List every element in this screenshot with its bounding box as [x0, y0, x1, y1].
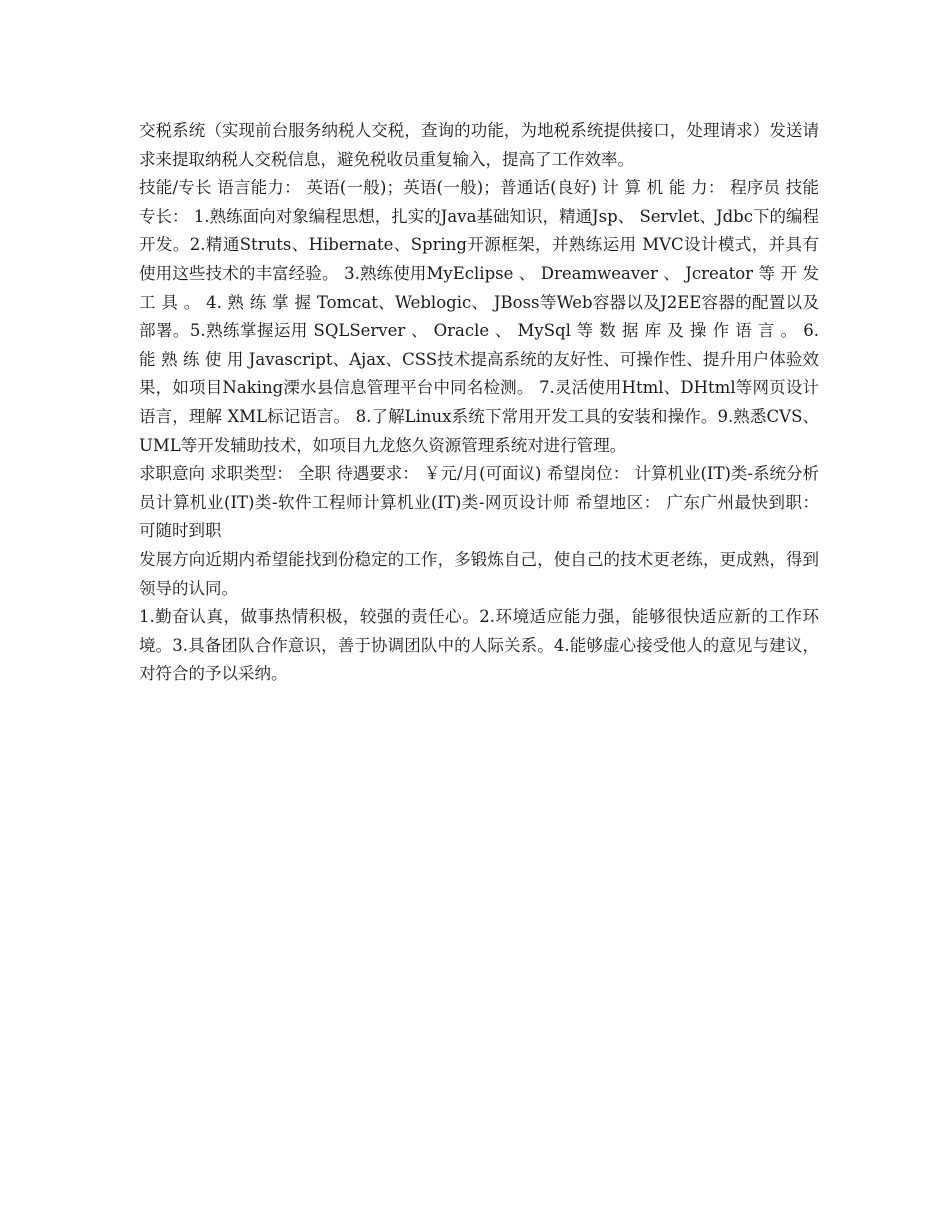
- paragraph-job-intention: 求职意向 求职类型： 全职 待遇要求： ￥元/月(可面议) 希望岗位： 计算机业(IT)类-系统分析员计算机业(IT)类-软件工程师计算机业(IT)类-网页设计师 希望地区： 广东广州最快到职： 可随时到职: [139, 464, 819, 541]
- paragraph-career-direction: 发展方向近期内希望能找到份稳定的工作，多锻炼自己，使自己的技术更老练，更成熟，得到领导的认同。: [139, 549, 819, 598]
- paragraph-skills: 技能/专长 语言能力： 英语(一般)；英语(一般)；普通话(良好) 计 算 机 能 力： 程序员 技能专长： 1.熟练面向对象编程思想，扎实的Java基础知识，精通Jsp、 Servlet、Jdbc下的编程开发。2.精通Struts、Hibernate、Spring开源框架，并熟练运用 MVC设计模式，并具有使用这些技术的丰富经验。 3.熟练使用MyEclipse 、 Dreamweaver 、 Jcreator 等 开 发 工 具 。 4. 熟 练 掌 握 Tomcat、Weblogic、 JBoss等Web容器以及J2EE容器的配置以及部署。5.熟练掌握运用 SQLServer 、 Oracle 、 MySql 等 数 据 库 及 操 作 语 言 。 6. 能 熟 练 使 用 Javascript、Ajax、CSS技术提高系统的友好性、可操作性、提升用户体验效果，如项目Naking溧水县信息管理平台中同名检测。 7.灵活使用Html、DHtml等网页设计语言，理解 XML标记语言。 8.了解Linux系统下常用开发工具的安装和操作。9.熟悉CVS、UML等开发辅助技术，如项目九龙悠久资源管理系统对进行管理。: [139, 178, 819, 455]
- paragraph-self-evaluation: 1.勤奋认真，做事热情积极，较强的责任心。2.环境适应能力强，能够很快适应新的工作环境。3.具备团队合作意识，善于协调团队中的人际关系。4.能够虚心接受他人的意见与建议，对符合的予以采纳。: [139, 607, 819, 684]
- document-body: [139, 117, 819, 689]
- paragraph-tax-system: 交税系统（实现前台服务纳税人交税，查询的功能，为地税系统提供接口，处理请求）发送请求来提取纳税人交税信息，避免税收员重复输入，提高了工作效率。: [139, 121, 819, 169]
